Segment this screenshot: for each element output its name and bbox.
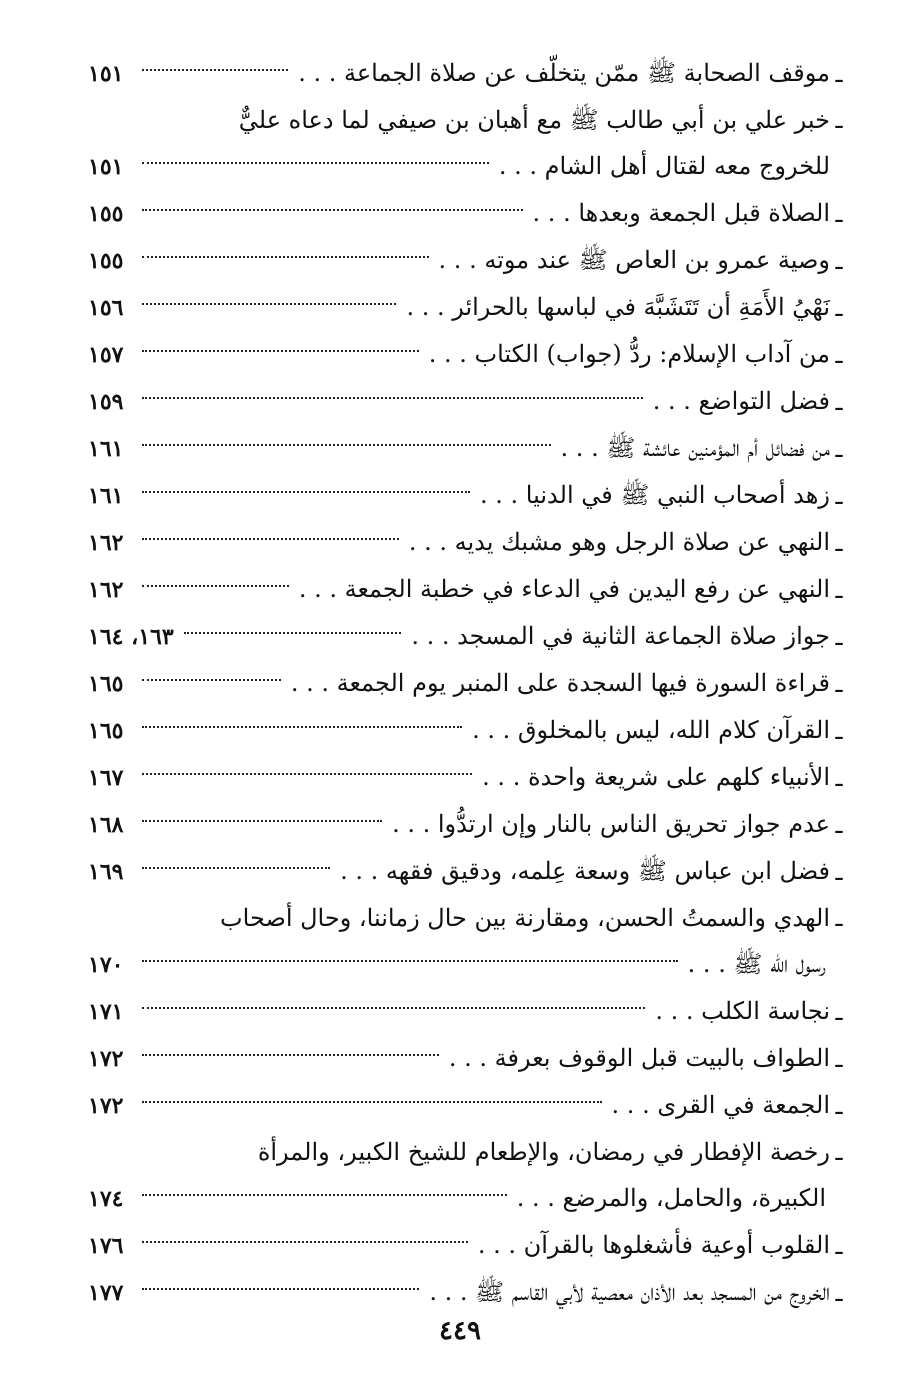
entry-title: الجمعة في القرى . . . [611, 1091, 830, 1119]
toc-entry [88, 566, 848, 613]
dot-leader [142, 584, 289, 587]
entry-page: ١٥٦ [88, 295, 124, 321]
entry-title: من آداب الإسلام: ردُّ (جواب) الكتاب . . . [428, 340, 830, 368]
dot-leader [142, 208, 523, 211]
entry-title: النهي عن رفع اليدين في الدعاء في خطبة الجمعة . . . [298, 575, 830, 603]
entry-title: نجاسة الكلب . . . [655, 997, 830, 1025]
entry-dash: ـ [835, 623, 843, 651]
entry-page: ١٦١ [88, 483, 124, 509]
entry-page: ١٧٢ [88, 1046, 124, 1072]
entry-page: ١٧٦ [88, 1233, 124, 1259]
entry-page: ١٧٠ [88, 952, 124, 978]
entry-title: القرآن كلام الله، ليس بالمخلوق . . . [472, 716, 830, 744]
entry-page: ١٧٧ [88, 1280, 124, 1306]
entry-title: الأنبياء كلهم على شريعة واحدة . . . [482, 763, 830, 791]
entry-dash: ـ [835, 998, 843, 1026]
entry-dash: ـ [835, 388, 843, 416]
dot-leader [142, 1006, 645, 1009]
dot-leader [142, 490, 470, 493]
entry-page: ١٦٩ [88, 859, 124, 885]
dot-leader [142, 725, 462, 728]
toc-entry [88, 1082, 848, 1129]
entry-page: ١٥١ [88, 154, 124, 180]
toc-entry [88, 707, 848, 754]
entry-title: موقف الصحابة ﷺ ممّن يتخلّف عن صلاة الجماعة . . . [298, 59, 830, 87]
entry-page: ١٧١ [88, 999, 124, 1025]
toc-entry [88, 660, 848, 707]
entry-dash: ـ [835, 60, 843, 88]
entry-dash: ـ [835, 904, 843, 932]
toc-entry [88, 613, 848, 660]
entry-title-line1: رخصة الإفطار في رمضان، والإطعام للشيخ الكبير، والمرأة [257, 1138, 830, 1166]
entry-title: زهد أصحاب النبي ﷺ في الدنيا . . . [480, 481, 830, 509]
entry-title: قراءة السورة فيها السجدة على المنبر يوم الجمعة . . . [290, 669, 830, 697]
dot-leader [142, 443, 551, 446]
entry-dash: ـ [835, 106, 843, 134]
entry-dash: ـ [835, 294, 843, 322]
entry-page: ١٥٩ [88, 389, 124, 415]
entry-title: من فضائل أم المؤمنين عائشة ﷺ . . . [560, 434, 830, 462]
entry-page: ١٦٣، ١٦٤ [88, 624, 174, 650]
dot-leader [142, 68, 288, 71]
entry-title: وصية عمرو بن العاص ﷺ عند موته . . . [438, 246, 830, 274]
toc-entry [88, 331, 848, 378]
page-number: ٤٤٩ [439, 1316, 481, 1346]
dot-leader [142, 537, 399, 540]
entry-title: الكبيرة، والحامل، والمرضع . . . [516, 1184, 826, 1212]
entry-page: ١٥٥ [88, 201, 124, 227]
toc-entry [88, 284, 848, 331]
entry-dash: ـ [835, 576, 843, 604]
dot-leader [142, 161, 489, 164]
entry-title: الطواف بالبيت قبل الوقوف بعرفة . . . [448, 1044, 830, 1072]
entry-title-line1: الهدي والسمتُ الحسن، ومقارنة بين حال زماننا، وحال أصحاب [220, 904, 830, 932]
entry-page: ١٦١ [88, 436, 124, 462]
entry-dash: ـ [835, 529, 843, 557]
dot-leader [142, 396, 643, 399]
entry-dash: ـ [835, 341, 843, 369]
entry-dash: ـ [835, 1138, 843, 1166]
dot-leader [142, 866, 330, 869]
entry-title: رسول الله ﷺ . . . [687, 950, 826, 978]
entry-title: جواز صلاة الجماعة الثانية في المسجد . . . [411, 622, 830, 650]
entry-page: ١٧٢ [88, 1093, 124, 1119]
toc-entry [88, 988, 848, 1035]
entry-title: الخروج من المسجد بعد الأذان معصية لأبي القاسم ﷺ . . . [429, 1278, 830, 1306]
entry-dash: ـ [835, 482, 843, 510]
entry-dash: ـ [835, 811, 843, 839]
entry-page: ١٦٢ [88, 577, 124, 603]
toc-entry [88, 519, 848, 566]
toc-entry [88, 848, 848, 895]
entry-title-line1: خبر علي بن أبي طالب ﷺ مع أهبان بن صيفي لما دعاه عليٌّ [238, 106, 830, 134]
entry-dash: ـ [835, 1279, 843, 1307]
entry-dash: ـ [835, 858, 843, 886]
entry-page: ١٥٥ [88, 248, 124, 274]
dot-leader [142, 772, 472, 775]
entry-title: للخروج معه لقتال أهل الشام . . . [498, 152, 830, 180]
entry-dash: ـ [835, 200, 843, 228]
dot-leader [184, 631, 402, 634]
dot-leader [142, 255, 429, 258]
entry-page: ١٦٥ [88, 718, 124, 744]
toc-entry [88, 425, 848, 472]
dot-leader [142, 678, 281, 681]
dot-leader [142, 349, 419, 352]
toc-entry [88, 1035, 848, 1082]
entry-dash: ـ [835, 247, 843, 275]
entry-title: الصلاة قبل الجمعة وبعدها . . . [532, 199, 830, 227]
toc-entry [88, 801, 848, 848]
entry-title: عدم جواز تحريق الناس بالنار وإن ارتدُّوا . . . [392, 810, 830, 838]
dot-leader [142, 1100, 602, 1103]
toc-entry [88, 1269, 848, 1316]
toc-entry [88, 97, 848, 190]
entry-title: نَهْيُ الأَمَةِ أن تَتَشَبَّهَ في لباسها بالحرائر . . . [406, 293, 830, 321]
toc-entry [88, 895, 848, 988]
dot-leader [142, 1193, 507, 1196]
dot-leader [142, 302, 396, 305]
dot-leader [142, 1053, 439, 1056]
dot-leader [142, 959, 678, 962]
entry-title: القلوب أوعية فأشغلوها بالقرآن . . . [477, 1231, 830, 1259]
entry-title: فضل التواضع . . . [652, 387, 830, 415]
dot-leader [142, 1240, 468, 1243]
toc-entry [88, 1222, 848, 1269]
entry-dash: ـ [835, 1092, 843, 1120]
entry-page: ١٦٨ [88, 812, 124, 838]
entry-dash: ـ [835, 1232, 843, 1260]
dot-leader [142, 819, 382, 822]
entry-dash: ـ [835, 435, 843, 463]
entry-title: النهي عن صلاة الرجل وهو مشبك يديه . . . [408, 528, 830, 556]
toc-entry [88, 1129, 848, 1222]
toc-entry [88, 50, 848, 97]
toc-entry [88, 237, 848, 284]
table-of-contents [88, 50, 848, 1316]
entry-page: ١٦٧ [88, 765, 124, 791]
entry-page: ١٦٥ [88, 671, 124, 697]
entry-title: فضل ابن عباس ﷺ وسعة عِلمه، ودقيق فقهه . . . [340, 857, 830, 885]
toc-entry [88, 472, 848, 519]
entry-page: ١٦٢ [88, 530, 124, 556]
toc-entry [88, 754, 848, 801]
dot-leader [142, 1287, 419, 1290]
entry-page: ١٥١ [88, 61, 124, 87]
toc-entry [88, 190, 848, 237]
entry-dash: ـ [835, 1045, 843, 1073]
entry-page: ١٥٧ [88, 342, 124, 368]
entry-page: ١٧٤ [88, 1186, 124, 1212]
entry-dash: ـ [835, 670, 843, 698]
entry-dash: ـ [835, 764, 843, 792]
toc-entry [88, 378, 848, 425]
entry-dash: ـ [835, 717, 843, 745]
